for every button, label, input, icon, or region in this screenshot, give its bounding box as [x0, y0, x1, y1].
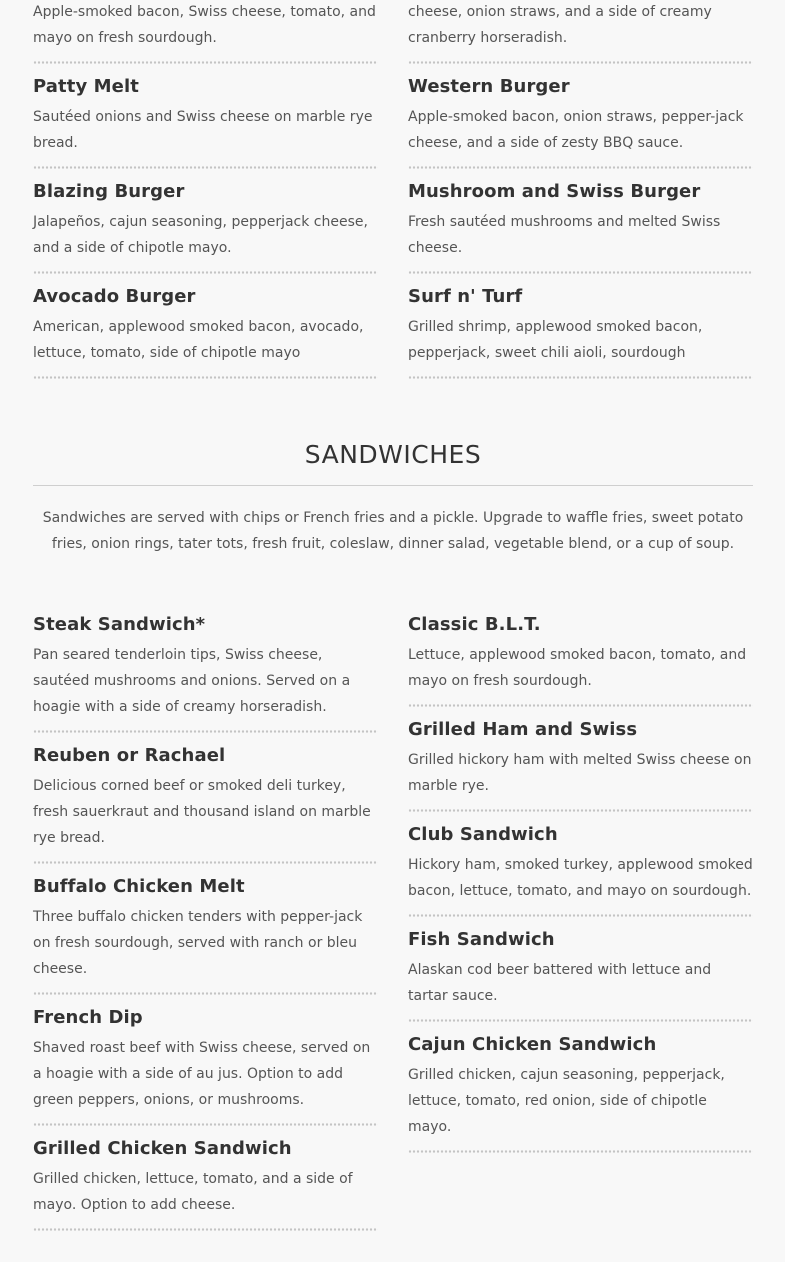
- menu-item-description: Pan seared tenderloin tips, Swiss cheese, sautéed mushrooms and onions. Served on a hoagie with a side of creamy horseradish.: [33, 647, 351, 715]
- menu-item-description: Grilled chicken, cajun seasoning, pepperjack, lettuce, tomato, red onion, side of chipotle mayo.: [408, 1067, 725, 1135]
- menu-item: [33, 175, 378, 274]
- section-divider: [33, 485, 753, 486]
- menu-item: [408, 713, 753, 812]
- menu-item-name: Blazing Burger: [33, 181, 185, 202]
- menu-item-name: Club Sandwich: [408, 824, 558, 845]
- section-note: Sandwiches are served with chips or French fries and a pickle. Upgrade to waffle fries, sweet potato fries, onion rings, tater tots, fresh fruit, coleslaw, dinner salad, vegetable blend, or a cup of soup.: [42, 510, 744, 552]
- sandwiches-left-column: [33, 608, 378, 1237]
- menu-item: [408, 0, 753, 64]
- menu-item-name: Steak Sandwich*: [33, 614, 206, 635]
- menu-item-description: Fresh sautéed mushrooms and melted Swiss cheese.: [408, 214, 721, 256]
- menu-item: [33, 739, 378, 864]
- dotted-divider: [33, 376, 378, 379]
- dotted-divider: [408, 809, 753, 812]
- menu-item: [408, 1028, 753, 1153]
- menu-item: [33, 0, 378, 64]
- burgers-right-column: [408, 0, 753, 385]
- menu-item: [33, 870, 378, 995]
- dotted-divider: [408, 1150, 753, 1153]
- menu-item-description: Delicious corned beef or smoked deli turkey, fresh sauerkraut and thousand island on marble rye bread.: [33, 778, 371, 846]
- menu-item: [408, 923, 753, 1022]
- menu-item: [33, 1001, 378, 1126]
- menu-item-description: Three buffalo chicken tenders with pepper-jack on fresh sourdough, served with ranch or bleu cheese.: [33, 909, 363, 977]
- dotted-divider: [408, 704, 753, 707]
- dotted-divider: [33, 1228, 378, 1231]
- dotted-divider: [408, 166, 753, 169]
- dotted-divider: [408, 914, 753, 917]
- dotted-divider: [33, 992, 378, 995]
- menu-item-description: Apple-smoked bacon, Swiss cheese, tomato, and mayo on fresh sourdough.: [33, 4, 376, 46]
- menu-item-description: Sautéed onions and Swiss cheese on marble rye bread.: [33, 109, 373, 151]
- menu-item-name: Buffalo Chicken Melt: [33, 876, 245, 897]
- dotted-divider: [33, 61, 378, 64]
- menu-item-description: Jalapeños, cajun seasoning, pepperjack cheese, and a side of chipotle mayo.: [33, 214, 368, 256]
- menu-item-description: Apple-smoked bacon, onion straws, pepper-jack cheese, and a side of zesty BBQ sauce.: [408, 109, 744, 151]
- dotted-divider: [408, 61, 753, 64]
- dotted-divider: [33, 730, 378, 733]
- menu-item-name: Cajun Chicken Sandwich: [408, 1034, 657, 1055]
- menu-item: [408, 175, 753, 274]
- menu-item-name: Grilled Ham and Swiss: [408, 719, 638, 740]
- dotted-divider: [33, 166, 378, 169]
- menu-item-name: French Dip: [33, 1007, 143, 1028]
- menu-item: [408, 280, 753, 379]
- menu-item: [33, 1132, 378, 1231]
- menu-item-description: cheese, onion straws, and a side of creamy cranberry horseradish.: [408, 4, 712, 46]
- menu-item-name: Surf n' Turf: [408, 286, 523, 307]
- menu-item: [408, 70, 753, 169]
- menu-item-name: Fish Sandwich: [408, 929, 555, 950]
- sandwiches-right-column: [408, 608, 753, 1159]
- menu-item-name: Grilled Chicken Sandwich: [33, 1138, 292, 1159]
- menu-item-description: Grilled shrimp, applewood smoked bacon, pepperjack, sweet chili aioli, sourdough: [408, 319, 703, 361]
- menu-item-name: Reuben or Rachael: [33, 745, 226, 766]
- dotted-divider: [408, 1019, 753, 1022]
- dotted-divider: [33, 861, 378, 864]
- burgers-left-column: [33, 0, 378, 385]
- menu-item-name: Western Burger: [408, 76, 570, 97]
- menu-item: [33, 70, 378, 169]
- menu-item-description: Alaskan cod beer battered with lettuce and tartar sauce.: [408, 962, 712, 1004]
- menu-item-name: Mushroom and Swiss Burger: [408, 181, 701, 202]
- menu-item-description: Grilled chicken, lettuce, tomato, and a side of mayo. Option to add cheese.: [33, 1171, 353, 1213]
- menu-item: [33, 280, 378, 379]
- menu-item-description: American, applewood smoked bacon, avocado, lettuce, tomato, side of chipotle mayo: [33, 319, 364, 361]
- menu-item: [408, 818, 753, 917]
- dotted-divider: [33, 1123, 378, 1126]
- dotted-divider: [408, 271, 753, 274]
- menu-item-name: Patty Melt: [33, 76, 139, 97]
- menu-item: [408, 608, 753, 707]
- menu-item-description: Shaved roast beef with Swiss cheese, served on a hoagie with a side of au jus. Option to add green peppers, onions, or mushrooms.: [33, 1040, 371, 1108]
- menu-item: [33, 608, 378, 733]
- section-title: SANDWICHES: [304, 440, 482, 469]
- menu-item-name: Classic B.L.T.: [408, 614, 541, 635]
- menu-item-description: Hickory ham, smoked turkey, applewood smoked bacon, lettuce, tomato, and mayo on sourdough.: [408, 857, 753, 899]
- dotted-divider: [408, 376, 753, 379]
- dotted-divider: [33, 271, 378, 274]
- menu-item-description: Lettuce, applewood smoked bacon, tomato, and mayo on fresh sourdough.: [408, 647, 747, 689]
- menu-item-name: Avocado Burger: [33, 286, 196, 307]
- menu-item-description: Grilled hickory ham with melted Swiss cheese on marble rye.: [408, 752, 752, 794]
